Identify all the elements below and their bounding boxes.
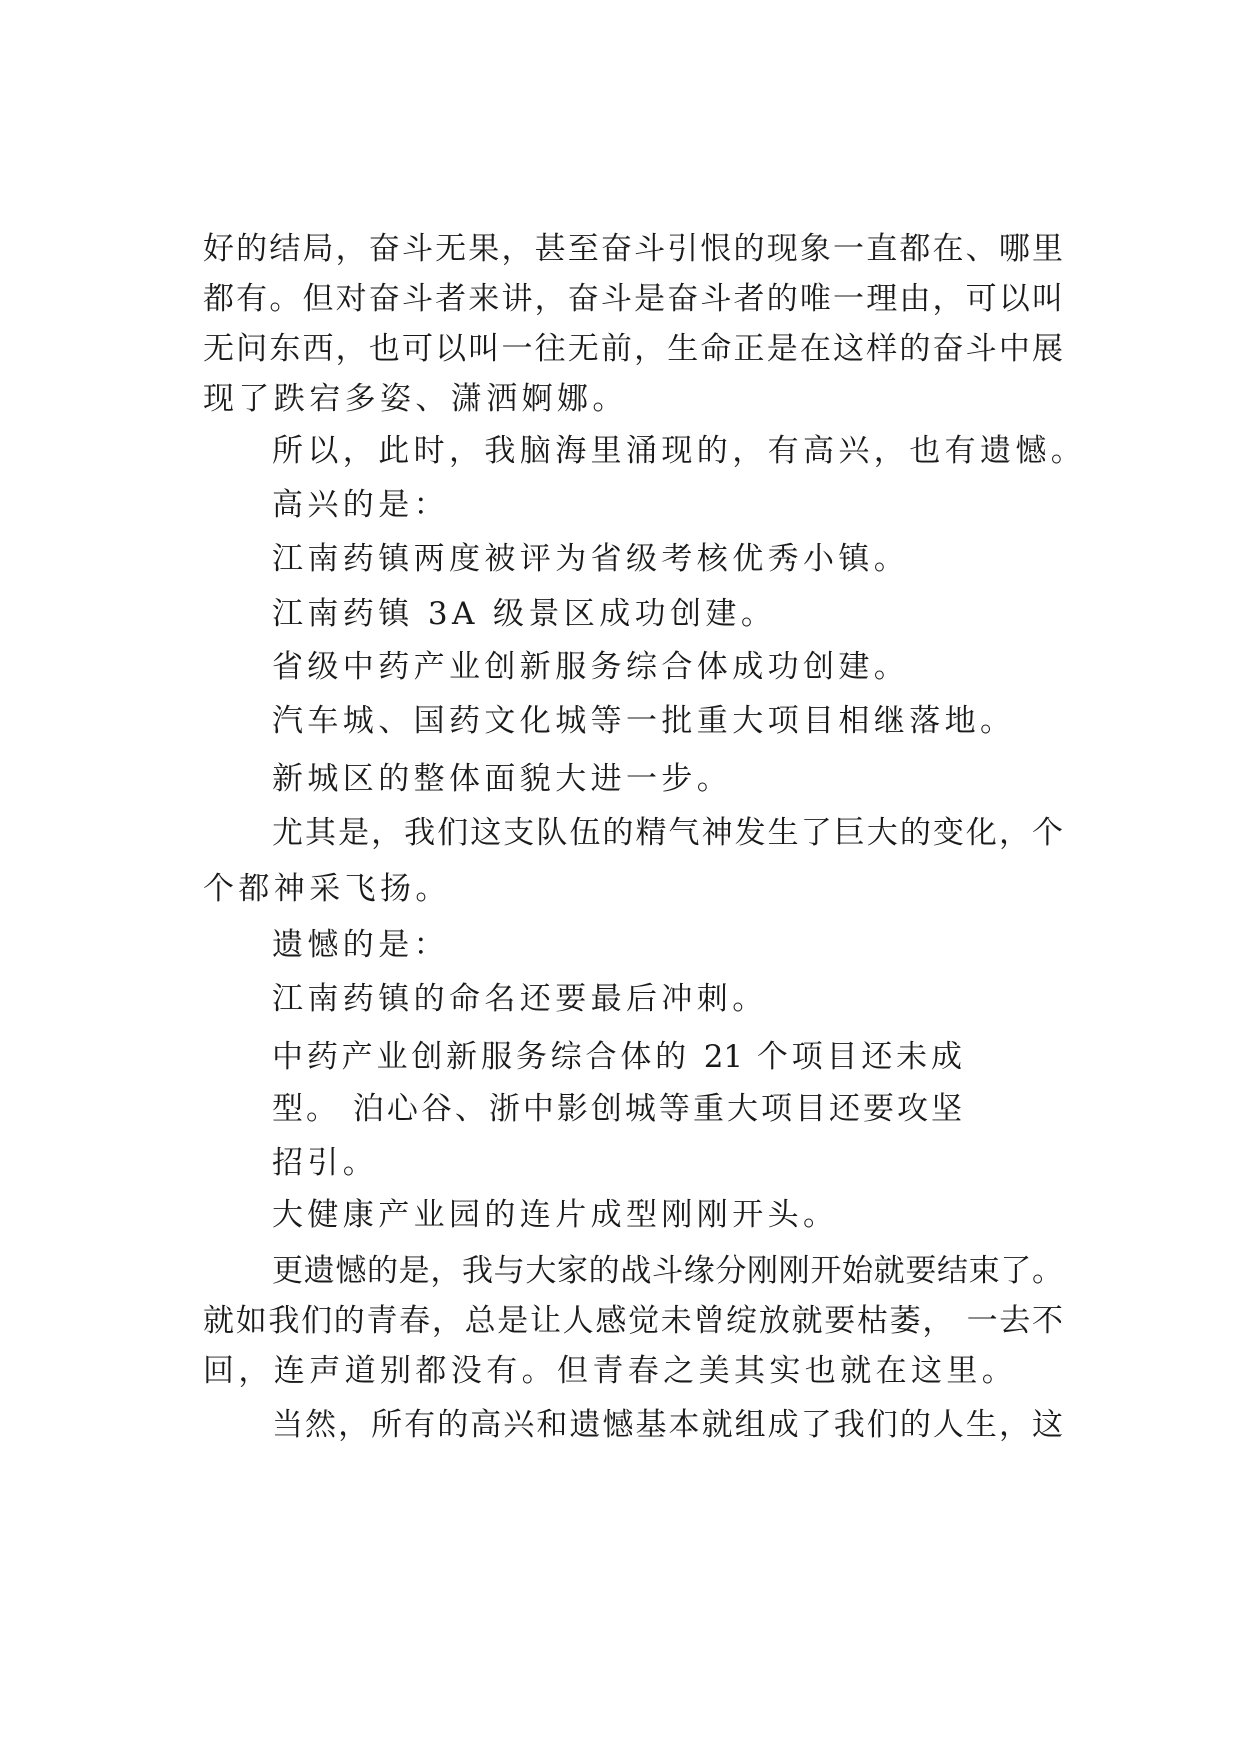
- text-line-10: 汽车城、国药文化城等一批重大项目相继落地。: [272, 703, 1016, 739]
- text-line-18: 招引。: [272, 1145, 379, 1181]
- text-line-13: 个都神采飞扬。: [203, 871, 451, 907]
- text-line-19: 大健康产业园的连片成型刚刚开头。: [272, 1197, 839, 1233]
- text-line-23: 当然，所有的高兴和遗憾基本就组成了我们的人生，这: [272, 1407, 1063, 1443]
- text-line-7: 江南药镇两度被评为省级考核优秀小镇。: [272, 541, 910, 577]
- text-line-6: 高兴的是：: [272, 487, 449, 523]
- text-line-12: 尤其是，我们这支队伍的精气神发生了巨大的变化，个: [272, 815, 1063, 851]
- text-line-4: 现了跌宕多姿、潇洒婀娜。: [203, 381, 628, 417]
- text-line-14: 遗憾的是：: [272, 927, 449, 963]
- text-line-5: 所以，此时，我脑海里涌现的，有高兴，也有遗憾。: [272, 433, 1087, 469]
- text-line-17: 型。 泊心谷、浙中影创城等重大项目还要攻坚: [272, 1091, 962, 1127]
- text-line-3: 无问东西，也可以叫一往无前，生命正是在这样的奋斗中展: [203, 331, 1063, 367]
- text-line-8: 江南药镇 3A 级景区成功创建。: [272, 596, 777, 632]
- text-line-22: 回，连声道别都没有。但青春之美其实也就在这里。: [203, 1353, 1018, 1389]
- text-line-20: 更遗憾的是，我与大家的战斗缘分刚刚开始就要结束了。: [272, 1253, 1063, 1289]
- text-line-11: 新城区的整体面貌大进一步。: [272, 761, 733, 797]
- text-line-9: 省级中药产业创新服务综合体成功创建。: [272, 649, 910, 685]
- text-line-15: 江南药镇的命名还要最后冲刺。: [272, 981, 768, 1017]
- text-line-1: 好的结局，奋斗无果，甚至奋斗引恨的现象一直都在、哪里: [203, 231, 1063, 267]
- text-line-21: 就如我们的青春，总是让人感觉未曾绽放就要枯萎， 一去不: [203, 1303, 1063, 1339]
- text-line-2: 都有。但对奋斗者来讲，奋斗是奋斗者的唯一理由，可以叫: [203, 281, 1063, 317]
- text-line-16: 中药产业创新服务综合体的 21 个项目还未成: [272, 1039, 962, 1075]
